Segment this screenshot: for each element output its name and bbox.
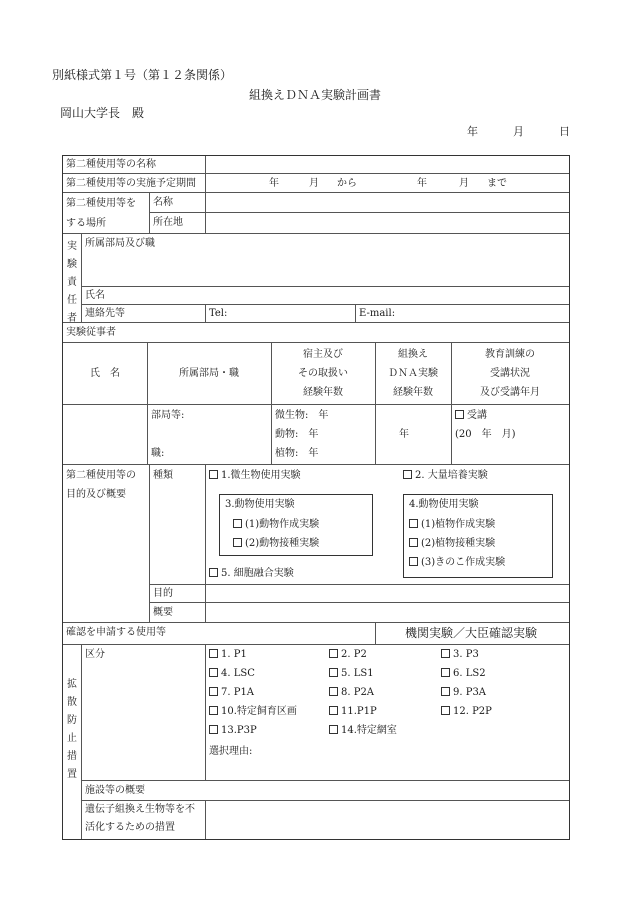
staff-col-dna-2: ＤＮＡ実験	[388, 368, 438, 379]
staff-row-microbe: 微生物: 年	[275, 410, 329, 421]
summary-label: 概要	[153, 607, 173, 618]
staff-col-host-1: 宿主及び	[303, 349, 343, 360]
box4-option-a[interactable]: (1)植物作成実験	[409, 519, 495, 531]
staff-col-dept: 所属部局・職	[179, 368, 239, 379]
containment-option[interactable]: 5. LS1	[329, 668, 374, 680]
staff-col-training-1: 教育訓練の	[485, 349, 535, 360]
containment-checkbox[interactable]	[209, 706, 218, 715]
addressee: 岡山大学長 殿	[60, 106, 145, 120]
period-year-2: 年	[417, 178, 427, 189]
option-1-checkbox[interactable]	[209, 470, 218, 479]
containment-option[interactable]: 4. LSC	[209, 668, 255, 680]
containment-checkbox[interactable]	[209, 668, 218, 677]
containment-checkbox[interactable]	[441, 687, 450, 696]
place-label-line1: 第二種使用等を	[66, 198, 136, 209]
containment-option[interactable]: 7. P1A	[209, 687, 254, 699]
containment-class-label: 区分	[85, 649, 105, 660]
containment-checkbox[interactable]	[441, 649, 450, 658]
form-number: 別紙様式第１号（第１２条関係）	[52, 68, 233, 82]
containment-option[interactable]: 1. P1	[209, 649, 247, 661]
date-day-label: 日	[559, 125, 570, 138]
purpose-label-line2: 目的及び概要	[66, 489, 126, 500]
usage-period-label: 第二種使用等の実施予定期間	[66, 178, 196, 189]
containment-checkbox[interactable]	[209, 649, 218, 658]
containment-option[interactable]: 13.P3P	[209, 725, 257, 737]
option-5-checkbox[interactable]	[209, 568, 218, 577]
period-year-1: 年	[269, 178, 279, 189]
responsible-name-label: 氏名	[85, 290, 105, 301]
staff-col-dna-3: 経験年数	[393, 387, 433, 398]
email-label: E-mail:	[359, 308, 396, 319]
box4-b-checkbox[interactable]	[409, 538, 418, 547]
containment-checkbox[interactable]	[209, 687, 218, 696]
staff-row-position: 職:	[151, 448, 165, 459]
place-label-line2: する場所	[66, 218, 106, 229]
containment-option[interactable]: 9. P3A	[441, 687, 486, 699]
option-2-checkbox[interactable]	[403, 470, 412, 479]
place-name-label: 名称	[153, 197, 173, 208]
inactivation-label-line1: 遺伝子組換え生物等を不	[85, 804, 195, 815]
date-month-label: 月	[513, 125, 524, 138]
tel-label: Tel:	[209, 308, 228, 319]
period-month-1: 月	[309, 178, 319, 189]
place-address-label: 所在地	[153, 217, 183, 228]
box4-option-c[interactable]: (3)きのこ作成実験	[409, 557, 505, 569]
staff-row-dept: 部局等:	[151, 410, 185, 421]
containment-option[interactable]: 8. P2A	[329, 687, 374, 699]
staff-row-training-date: (20 年 月)	[455, 429, 516, 440]
staff-section-label: 実験従事者	[66, 327, 116, 338]
staff-col-training-3: 及び受講年月	[480, 387, 540, 398]
document-title: 組換えＤＮＡ実験計画書	[248, 88, 381, 102]
staff-col-host-2: その取扱い	[298, 368, 348, 379]
staff-col-dna-1: 組換え	[398, 349, 428, 360]
purpose-option-1[interactable]: 1.微生物使用実験	[209, 470, 301, 482]
responsible-dept-label: 所属部局及び職	[85, 238, 155, 249]
training-checkbox[interactable]	[455, 410, 464, 419]
containment-option[interactable]: 2. P2	[329, 649, 367, 661]
staff-col-name: 氏 名	[90, 368, 120, 379]
responsible-contact-label: 連絡先等	[85, 308, 125, 319]
responsible-vertical-label: 実 験 責 任 者	[67, 241, 77, 324]
box4-a-checkbox[interactable]	[409, 519, 418, 528]
period-month-2: 月	[459, 178, 469, 189]
containment-option[interactable]: 10.特定飼育区画	[209, 706, 297, 718]
box4-option-b[interactable]: (2)植物接種実験	[409, 538, 495, 550]
objective-label: 目的	[153, 588, 173, 599]
containment-vertical-label: 拡 散 防 止 措 置	[67, 679, 77, 780]
containment-checkbox[interactable]	[329, 687, 338, 696]
staff-col-training-2: 受講状況	[490, 368, 530, 379]
box3-a-checkbox[interactable]	[233, 519, 242, 528]
box3-option-a[interactable]: (1)動物作成実験	[233, 519, 319, 531]
box3-title: 3.動物使用実験	[225, 499, 295, 510]
confirm-label: 確認を申請する使用等	[66, 627, 166, 638]
containment-checkbox[interactable]	[441, 668, 450, 677]
box3-b-checkbox[interactable]	[233, 538, 242, 547]
purpose-type-label: 種類	[153, 470, 173, 481]
staff-row-animal: 動物: 年	[275, 429, 319, 440]
date-line	[467, 123, 570, 139]
usage-name-label: 第二種使用等の名称	[66, 159, 156, 170]
containment-option[interactable]: 6. LS2	[441, 668, 486, 680]
staff-row-training[interactable]: 受講	[455, 410, 487, 422]
containment-checkbox[interactable]	[209, 725, 218, 734]
containment-option[interactable]: 3. P3	[441, 649, 479, 661]
containment-option[interactable]: 14.特定網室	[329, 725, 397, 737]
containment-checkbox[interactable]	[329, 649, 338, 658]
period-to: まで	[487, 178, 507, 189]
experiment-plan-form	[62, 155, 570, 840]
containment-checkbox[interactable]	[329, 706, 338, 715]
purpose-option-5[interactable]: 5. 細胞融合実験	[209, 568, 294, 580]
staff-col-host-3: 経験年数	[303, 387, 343, 398]
period-from: から	[337, 178, 357, 189]
purpose-label-line1: 第二種使用等の	[66, 470, 136, 481]
box4-c-checkbox[interactable]	[409, 557, 418, 566]
containment-checkbox[interactable]	[441, 706, 450, 715]
box4-title: 4.動物使用実験	[409, 499, 479, 510]
inactivation-label-line2: 活化するための措置	[85, 822, 175, 833]
box3-option-b[interactable]: (2)動物接種実験	[233, 538, 319, 550]
staff-row-plant: 植物: 年	[275, 448, 319, 459]
confirm-value: 機関実験／大臣確認実験	[404, 626, 537, 640]
containment-option[interactable]: 11.P1P	[329, 706, 377, 718]
containment-option[interactable]: 12. P2P	[441, 706, 492, 718]
containment-checkbox[interactable]	[329, 725, 338, 734]
facility-label: 施設等の概要	[85, 785, 145, 796]
date-year-label: 年	[467, 125, 478, 138]
staff-row-dna-year: 年	[399, 429, 409, 440]
containment-checkbox[interactable]	[329, 668, 338, 677]
selection-reason-label: 選択理由:	[209, 746, 253, 757]
purpose-option-2[interactable]: 2. 大量培養実験	[403, 470, 488, 482]
